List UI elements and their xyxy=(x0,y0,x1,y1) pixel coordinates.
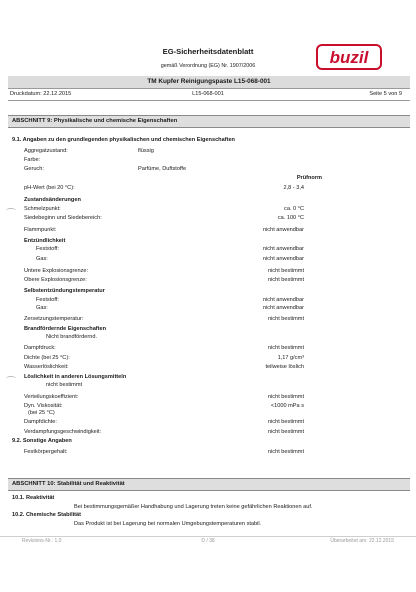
subsection-10-1: 10.1. Reaktivität xyxy=(12,495,55,501)
section-10-title: ABSCHNITT 10: Stabilität und Reaktivität xyxy=(12,481,125,487)
oex-label: Obere Explosionsgrenze: xyxy=(24,277,87,283)
document-title: EG-Sicherheitsdatenblatt xyxy=(162,47,254,56)
verd-label: Verdampfungsgeschwindigkeit: xyxy=(24,429,102,435)
dampfd-value: nicht bestimmt xyxy=(267,419,304,425)
wasser-label: Wasserlöslichkeit: xyxy=(24,364,69,370)
loes-heading: Löslichkeit in anderen Lösungsmitteln xyxy=(24,374,127,380)
subsection-9-2: 9.2. Sonstige Angaben xyxy=(12,438,72,444)
reaktivitaet-text: Bei bestimmungsgemäßer Handhabung und Lagerung treten keine gefährlichen Reaktionen auf. xyxy=(74,504,313,510)
ph-label: pH-Wert (bei 20 °C): xyxy=(24,185,75,191)
section-9-header xyxy=(8,115,410,128)
uex-label: Untere Explosionsgrenze: xyxy=(24,268,89,274)
ph-value: 2,8 - 3,4 xyxy=(283,185,304,191)
subsection-10-2: 10.2. Chemische Stabilität xyxy=(12,512,82,518)
product-name: TM Kupfer Reinigungspaste L15-068-001 xyxy=(147,78,271,85)
vert-value: nicht bestimmt xyxy=(267,394,304,400)
flamm-value: nicht anwendbar xyxy=(262,227,304,233)
visk-sub: (bei 25 °C) xyxy=(28,410,55,416)
aggregat-label: Aggregatzustand: xyxy=(24,148,68,154)
oex-value: nicht bestimmt xyxy=(267,277,304,283)
visk-value: <1000 mPa s xyxy=(270,403,304,409)
gas-label: Gas: xyxy=(36,256,48,262)
uex-value: nicht bestimmt xyxy=(267,268,304,274)
section-10-header xyxy=(8,478,410,491)
pruefnorm-heading: Prüfnorm xyxy=(296,175,322,181)
brand-heading: Brandfördernde Eigenschaften xyxy=(24,326,107,332)
logo-text: buzil xyxy=(329,48,369,67)
schmelz-label: Schmelzpunkt: xyxy=(24,206,61,212)
farbe-label: Farbe: xyxy=(24,157,41,163)
zers-value: nicht bestimmt xyxy=(267,316,304,322)
product-band xyxy=(8,76,410,88)
loes-value: nicht bestimmt xyxy=(46,382,83,388)
visk-label: Dyn. Viskosität: xyxy=(24,403,63,409)
siede-label: Siedebeginn und Siedebereich: xyxy=(24,215,102,221)
dampf-label: Dampfdruck: xyxy=(24,345,56,351)
geruch-label: Geruch: xyxy=(24,166,44,172)
dampf-value: nicht bestimmt xyxy=(267,345,304,351)
dampfd-label: Dampfdichte: xyxy=(24,419,57,425)
selbst-heading: Selbstentzündungstemperatur xyxy=(24,288,105,294)
aggregat-value: flüssig xyxy=(138,148,154,154)
gas-value: nicht anwendbar xyxy=(262,256,304,262)
geruch-value: Parfüme, Duftstoffe xyxy=(138,166,187,172)
subsection-9-1: 9.1. Angaben zu den grundlegenden physikalischen und chemischen Eigenschaften xyxy=(12,137,235,143)
zers-label: Zersetzungstemperatur: xyxy=(24,316,84,322)
section-9-title: ABSCHNITT 9: Physikalische und chemische Eigenschaften xyxy=(12,118,178,124)
sfest-label: Feststoff: xyxy=(36,297,59,303)
print-date: Druckdatum: 22.12.2015 xyxy=(10,91,72,97)
dichte-label: Dichte (bei 25 °C): xyxy=(24,355,70,361)
stabilitaet-text: Das Produkt ist bei Lagerung bei normalen Umgebungstemperaturen stabil. xyxy=(74,521,262,527)
zustand-heading: Zustandsänderungen xyxy=(24,197,81,203)
brand-value: Nicht brandfördernd. xyxy=(46,334,97,340)
festk-label: Festkörpergehalt: xyxy=(24,449,68,455)
revision-date: Überarbeitet am: 22.12.2015 xyxy=(330,538,394,544)
buzil-logo xyxy=(316,44,382,70)
sgas-value: nicht anwendbar xyxy=(262,305,304,311)
flamm-label: Flammpunkt: xyxy=(24,227,57,233)
page-number: Seite 5 von 9 xyxy=(369,91,402,97)
vert-label: Verteilungskoeffizient: xyxy=(24,394,79,400)
footer-center: D / 38 xyxy=(201,538,215,544)
schmelz-value: ca. 0 °C xyxy=(284,206,304,212)
siede-value: ca. 100 °C xyxy=(277,215,304,221)
festk-value: nicht bestimmt xyxy=(267,449,304,455)
sfest-value: nicht anwendbar xyxy=(262,297,304,303)
dichte-value: 1,17 g/cm³ xyxy=(277,355,304,361)
fest-label: Feststoff: xyxy=(36,246,59,252)
revision-number: Revisions-Nr.: 1,0 xyxy=(22,538,62,544)
sgas-label: Gas: xyxy=(36,305,48,311)
regulation-note: gemäß Verordnung (EG) Nr. 1907/2006 xyxy=(160,63,256,69)
entz-heading: Entzündlichkeit xyxy=(24,238,66,244)
verd-value: nicht bestimmt xyxy=(267,429,304,435)
product-code: L15-068-001 xyxy=(192,91,224,97)
wasser-value: teilweise löslich xyxy=(265,364,304,370)
fest-value: nicht anwendbar xyxy=(262,246,304,252)
